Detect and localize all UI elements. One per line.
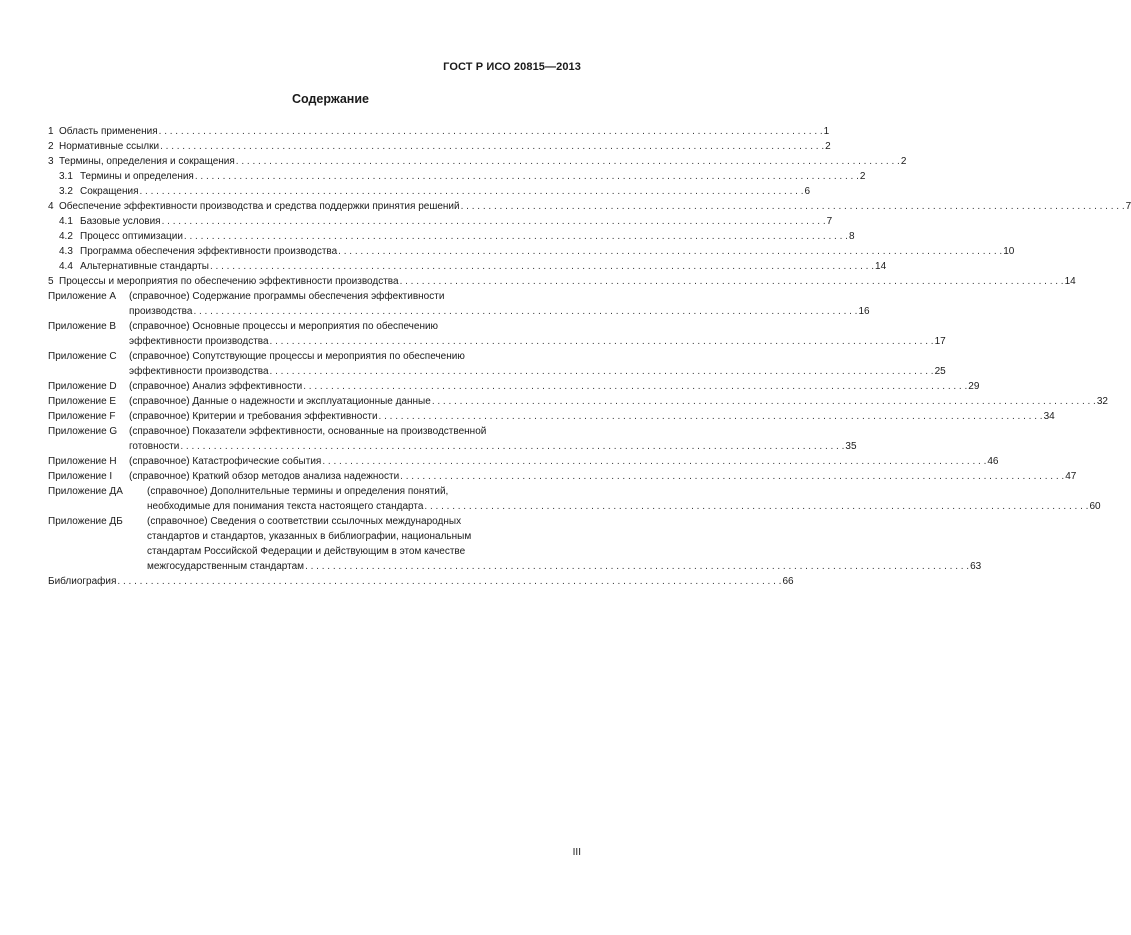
toc-entry-page: 7 — [826, 216, 833, 227]
toc-entry-page: 35 — [845, 441, 857, 452]
toc-entry-page: 63 — [970, 561, 982, 572]
toc-entry-number: Приложение F — [48, 411, 116, 422]
toc-entry-text: эффективности производства — [129, 366, 269, 377]
toc-entry-number: 3.1 — [59, 171, 73, 182]
toc-entry-number: 4.4 — [59, 261, 73, 272]
toc-entry-text: Процессы и мероприятия по обеспечению эффективности производства — [59, 276, 399, 287]
toc-entry[interactable] — [48, 484, 1101, 514]
toc-entry-page: 2 — [825, 141, 831, 152]
toc-title: Содержание — [291, 92, 369, 106]
toc-entry-text: стандартам Российской Федерации и действующим в этом качестве — [147, 546, 466, 557]
table-of-contents — [48, 124, 1131, 589]
toc-entry[interactable] — [48, 319, 946, 349]
toc-entry-page: 34 — [1043, 411, 1055, 422]
toc-entry-text: Область применения — [59, 126, 158, 137]
toc-entry[interactable] — [48, 289, 870, 319]
toc-entry-number: 4.3 — [59, 246, 73, 257]
toc-entry-number: Приложение С — [48, 351, 117, 362]
toc-entry-number: Приложение А — [48, 291, 117, 302]
toc-entry-number: Приложение ДБ — [48, 516, 123, 527]
toc-entry-text: (справочное) Сведения о соответствии ссылочных международных — [147, 516, 462, 527]
toc-entry-text: Базовые условия — [80, 216, 161, 227]
dot-leader: . . . . . . . . . . . . . . . . . . . . . . . . . . . . . . . . . . . . . . . . . . . . . . . . . . . . . . . . . . . . . . . . . . . . . . . . . . . . . . . . . . . . . . . . . . . . . . . . . . . . . . . . . . . . . . . . . . . . . . . . — [322, 456, 987, 467]
toc-entry-text: (справочное) Содержание программы обеспечения эффективности — [129, 291, 445, 302]
toc-entry[interactable] — [48, 394, 1108, 409]
toc-entry-page: 25 — [934, 366, 946, 377]
toc-entry-page: 14 — [1064, 276, 1076, 287]
toc-entry-number: 5 — [48, 276, 54, 287]
toc-entry[interactable] — [48, 184, 811, 199]
toc-entry-text: эффективности производства — [129, 336, 269, 347]
toc-entry[interactable] — [48, 514, 982, 574]
dot-leader: . . . . . . . . . . . . . . . . . . . . . . . . . . . . . . . . . . . . . . . . . . . . . . . . . . . . . . . . . . . . . . . . . . . . . . . . . . . . . . . . . . . . . . . . . . . . . . . . . . . . . . . . . . . . . . . . . . . . . . . . — [161, 216, 826, 227]
toc-entry[interactable] — [48, 124, 830, 139]
dot-leader: . . . . . . . . . . . . . . . . . . . . . . . . . . . . . . . . . . . . . . . . . . . . . . . . . . . . . . . . . . . . . . . . . . . . . . . . . . . . . . . . . . . . . . . . . . . . . . . . . . . . . . . . . . . . . . . . . . . . . . . . — [378, 411, 1043, 422]
toc-entry-text: (справочное) Дополнительные термины и определения понятий, — [147, 486, 449, 497]
toc-entry-text: (справочное) Основные процессы и мероприятия по обеспечению — [129, 321, 439, 332]
dot-leader: . . . . . . . . . . . . . . . . . . . . . . . . . . . . . . . . . . . . . . . . . . . . . . . . . . . . . . . . . . . . . . . . . . . . . . . . . . . . . . . . . . . . . . . . . . . . . . . . . . . . . . . . . . . . . . . . . . . . . . . . — [338, 246, 1003, 257]
toc-entry-page: 46 — [987, 456, 999, 467]
toc-entry[interactable] — [48, 154, 907, 169]
dot-leader: . . . . . . . . . . . . . . . . . . . . . . . . . . . . . . . . . . . . . . . . . . . . . . . . . . . . . . . . . . . . . . . . . . . . . . . . . . . . . . . . . . . . . . . . . . . . . . . . . . . . . . . . . . . . . . . . . . . . . . . . — [399, 276, 1064, 287]
toc-entry-page: 7 — [1125, 201, 1131, 212]
dot-leader: . . . . . . . . . . . . . . . . . . . . . . . . . . . . . . . . . . . . . . . . . . . . . . . . . . . . . . . . . . . . . . . . . . . . . . . . . . . . . . . . . . . . . . . . . . . . . . . . . . . . . . . . . . . . . . . . . . . . . . . . — [139, 186, 804, 197]
dot-leader: . . . . . . . . . . . . . . . . . . . . . . . . . . . . . . . . . . . . . . . . . . . . . . . . . . . . . . . . . . . . . . . . . . . . . . . . . . . . . . . . . . . . . . . . . . . . . . . . . . . . . . . . . . . . . . . . . . . . . . . . — [117, 576, 782, 587]
toc-entry-page: 17 — [934, 336, 946, 347]
toc-entry-number: Приложение В — [48, 321, 117, 332]
dot-leader: . . . . . . . . . . . . . . . . . . . . . . . . . . . . . . . . . . . . . . . . . . . . . . . . . . . . . . . . . . . . . . . . . . . . . . . . . . . . . . . . . . . . . . . . . . . . . . . . . . . . . . . . . . . . . . . . . . . . . . . . — [431, 396, 1096, 407]
toc-entry-page: 29 — [968, 381, 980, 392]
toc-entry-text: Термины, определения и сокращения — [59, 156, 235, 167]
toc-entry-text: Сокращения — [80, 186, 139, 197]
toc-entry-page: 2 — [859, 171, 866, 182]
toc-entry-number: 4.2 — [59, 231, 73, 242]
document-code: ГОСТ Р ИСО 20815—2013 — [443, 61, 581, 73]
toc-entry[interactable] — [48, 199, 1131, 214]
toc-entry-number: 4.1 — [59, 216, 73, 227]
toc-entry[interactable] — [48, 244, 1015, 259]
toc-entry-text: Нормативные ссылки — [59, 141, 160, 152]
toc-entry-page: 16 — [858, 306, 870, 317]
dot-leader: . . . . . . . . . . . . . . . . . . . . . . . . . . . . . . . . . . . . . . . . . . . . . . . . . . . . . . . . . . . . . . . . . . . . . . . . . . . . . . . . . . . . . . . . . . . . . . . . . . . . . . . . . . . . . . . . . . . . . . . . — [303, 381, 968, 392]
toc-entry-number: 4 — [48, 201, 54, 212]
toc-entry-number: Приложение G — [48, 426, 118, 437]
toc-entry-text: межгосударственным стандартам — [147, 561, 305, 572]
toc-entry-number: 3 — [48, 156, 54, 167]
toc-entry[interactable] — [48, 169, 866, 184]
toc-entry-page: 47 — [1065, 471, 1077, 482]
toc-entry[interactable] — [48, 259, 887, 274]
toc-entry[interactable] — [48, 574, 794, 589]
toc-entry-text: необходимые для понимания текста настоящего стандарта — [147, 501, 424, 512]
toc-entry[interactable] — [48, 379, 980, 394]
toc-entry[interactable] — [48, 214, 833, 229]
dot-leader: . . . . . . . . . . . . . . . . . . . . . . . . . . . . . . . . . . . . . . . . . . . . . . . . . . . . . . . . . . . . . . . . . . . . . . . . . . . . . . . . . . . . . . . . . . . . . . . . . . . . . . . . . . . . . . . . . . . . . . . . — [400, 471, 1065, 482]
dot-leader: . . . . . . . . . . . . . . . . . . . . . . . . . . . . . . . . . . . . . . . . . . . . . . . . . . . . . . . . . . . . . . . . . . . . . . . . . . . . . . . . . . . . . . . . . . . . . . . . . . . . . . . . . . . . . . . . . . . . . . . . — [160, 141, 825, 152]
toc-entry-text: (справочное) Критерии и требования эффективности — [129, 411, 378, 422]
toc-entry-text: (справочное) Катастрофические события — [129, 456, 322, 467]
dot-leader: . . . . . . . . . . . . . . . . . . . . . . . . . . . . . . . . . . . . . . . . . . . . . . . . . . . . . . . . . . . . . . . . . . . . . . . . . . . . . . . . . . . . . . . . . . . . . . . . . . . . . . . . . . . . . . . . . . . . . . . . — [269, 366, 934, 377]
toc-entry-page: 32 — [1096, 396, 1108, 407]
toc-entry[interactable] — [48, 349, 946, 379]
toc-entry-number: Приложение Н — [48, 456, 117, 467]
toc-entry[interactable] — [48, 274, 1076, 289]
toc-entry-text: Библиография — [48, 576, 117, 587]
toc-entry-page: 60 — [1089, 501, 1101, 512]
dot-leader: . . . . . . . . . . . . . . . . . . . . . . . . . . . . . . . . . . . . . . . . . . . . . . . . . . . . . . . . . . . . . . . . . . . . . . . . . . . . . . . . . . . . . . . . . . . . . . . . . . . . . . . . . . . . . . . . . . . . . . . . — [235, 156, 900, 167]
toc-entry-text: (справочное) Показатели эффективности, основанные на производственной — [129, 426, 487, 437]
toc-entry[interactable] — [48, 454, 999, 469]
toc-entry[interactable] — [48, 409, 1055, 424]
toc-entry[interactable] — [48, 469, 1077, 484]
toc-entry-number: Приложение ДА — [48, 486, 123, 497]
toc-entry-number: Приложение D — [48, 381, 117, 392]
toc-entry-text: готовности — [129, 441, 180, 452]
toc-entry-page: 8 — [848, 231, 855, 242]
toc-entry-number: 2 — [48, 141, 54, 152]
dot-leader: . . . . . . . . . . . . . . . . . . . . . . . . . . . . . . . . . . . . . . . . . . . . . . . . . . . . . . . . . . . . . . . . . . . . . . . . . . . . . . . . . . . . . . . . . . . . . . . . . . . . . . . . . . . . . . . . . . . . . . . . — [209, 261, 875, 272]
dot-leader: . . . . . . . . . . . . . . . . . . . . . . . . . . . . . . . . . . . . . . . . . . . . . . . . . . . . . . . . . . . . . . . . . . . . . . . . . . . . . . . . . . . . . . . . . . . . . . . . . . . . . . . . . . . . . . . . . . . . . . . . — [193, 306, 858, 317]
toc-entry-page: 2 — [900, 156, 907, 167]
toc-entry[interactable] — [48, 229, 855, 244]
toc-entry-text: (справочное) Данные о надежности и эксплуатационные данные — [129, 396, 431, 407]
toc-entry-number: Приложение I — [48, 471, 113, 482]
dot-leader: . . . . . . . . . . . . . . . . . . . . . . . . . . . . . . . . . . . . . . . . . . . . . . . . . . . . . . . . . . . . . . . . . . . . . . . . . . . . . . . . . . . . . . . . . . . . . . . . . . . . . . . . . . . . . . . . . . . . . . . . — [305, 561, 970, 572]
toc-entry[interactable] — [48, 424, 857, 454]
dot-leader: . . . . . . . . . . . . . . . . . . . . . . . . . . . . . . . . . . . . . . . . . . . . . . . . . . . . . . . . . . . . . . . . . . . . . . . . . . . . . . . . . . . . . . . . . . . . . . . . . . . . . . . . . . . . . . . . . . . . . . . . — [180, 441, 845, 452]
toc-entry-text: Обеспечение эффективности производства и средства поддержки принятия решений — [59, 201, 460, 212]
toc-entry[interactable] — [48, 139, 831, 154]
dot-leader: . . . . . . . . . . . . . . . . . . . . . . . . . . . . . . . . . . . . . . . . . . . . . . . . . . . . . . . . . . . . . . . . . . . . . . . . . . . . . . . . . . . . . . . . . . . . . . . . . . . . . . . . . . . . . . . . . . . . . . . . — [194, 171, 859, 182]
toc-entry-text: (справочное) Краткий обзор методов анализа надежности — [129, 471, 400, 482]
toc-entry-number: 3.2 — [59, 186, 73, 197]
toc-entry-number: 1 — [48, 126, 54, 137]
page-number: III — [572, 847, 581, 858]
dot-leader: . . . . . . . . . . . . . . . . . . . . . . . . . . . . . . . . . . . . . . . . . . . . . . . . . . . . . . . . . . . . . . . . . . . . . . . . . . . . . . . . . . . . . . . . . . . . . . . . . . . . . . . . . . . . . . . . . . . . . . . . — [460, 201, 1125, 212]
dot-leader: . . . . . . . . . . . . . . . . . . . . . . . . . . . . . . . . . . . . . . . . . . . . . . . . . . . . . . . . . . . . . . . . . . . . . . . . . . . . . . . . . . . . . . . . . . . . . . . . . . . . . . . . . . . . . . . . . . . . . . . . — [424, 501, 1089, 512]
toc-entry-page: 66 — [782, 576, 794, 587]
toc-entry-text: производства — [129, 306, 193, 317]
toc-entry-text: Процесс оптимизации — [80, 231, 183, 242]
toc-entry-text: Альтернативные стандарты — [80, 261, 209, 272]
toc-entry-page: 14 — [875, 261, 887, 272]
toc-entry-number: Приложение Е — [48, 396, 117, 407]
toc-entry-text: (справочное) Сопутствующие процессы и мероприятия по обеспечению — [129, 351, 465, 362]
toc-entry-text: Программа обеспечения эффективности производства — [80, 246, 338, 257]
toc-entry-text: стандартов и стандартов, указанных в библиографии, национальным — [147, 531, 472, 542]
toc-entry-page: 6 — [804, 186, 811, 197]
toc-entry-text: Термины и определения — [80, 171, 194, 182]
toc-entry-page: 1 — [823, 126, 830, 137]
dot-leader: . . . . . . . . . . . . . . . . . . . . . . . . . . . . . . . . . . . . . . . . . . . . . . . . . . . . . . . . . . . . . . . . . . . . . . . . . . . . . . . . . . . . . . . . . . . . . . . . . . . . . . . . . . . . . . . . . . . . . . . . — [183, 231, 848, 242]
dot-leader: . . . . . . . . . . . . . . . . . . . . . . . . . . . . . . . . . . . . . . . . . . . . . . . . . . . . . . . . . . . . . . . . . . . . . . . . . . . . . . . . . . . . . . . . . . . . . . . . . . . . . . . . . . . . . . . . . . . . . . . . — [269, 336, 934, 347]
dot-leader: . . . . . . . . . . . . . . . . . . . . . . . . . . . . . . . . . . . . . . . . . . . . . . . . . . . . . . . . . . . . . . . . . . . . . . . . . . . . . . . . . . . . . . . . . . . . . . . . . . . . . . . . . . . . . . . . . . . . . . . . — [158, 126, 823, 137]
toc-entry-text: (справочное) Анализ эффективности — [129, 381, 303, 392]
toc-entry-page: 10 — [1003, 246, 1015, 257]
